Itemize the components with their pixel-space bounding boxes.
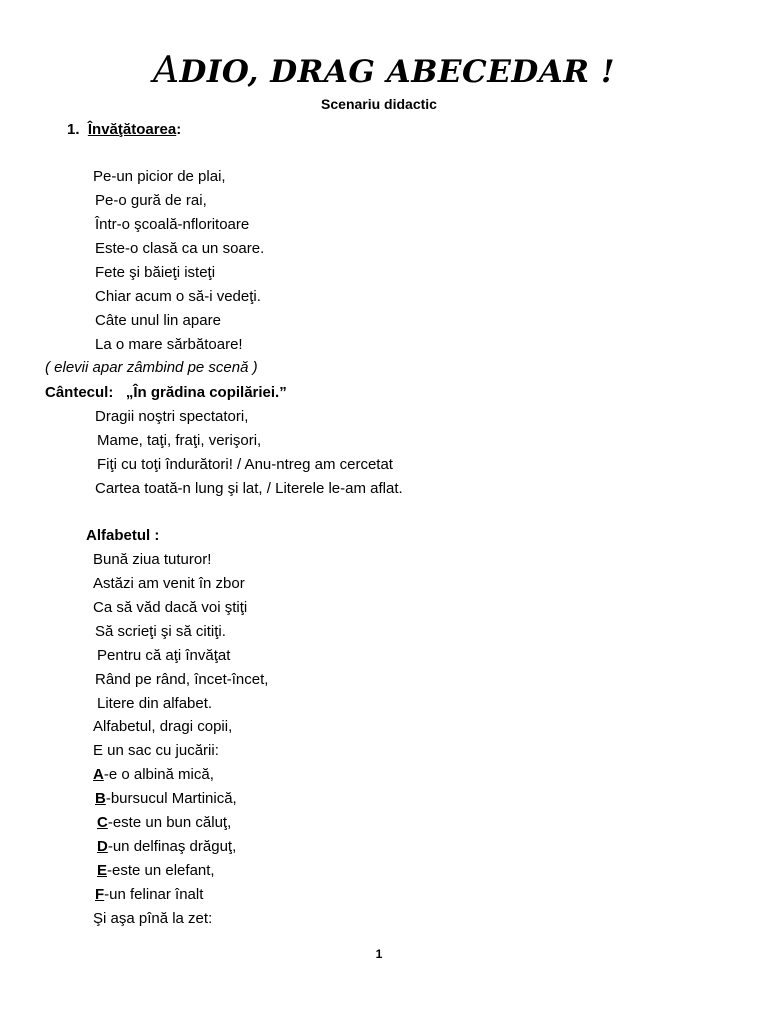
role-colon: : bbox=[176, 121, 182, 138]
poem-line: Pe-un picior de plai, bbox=[93, 168, 226, 185]
alfabet-line: Alfabetul, dragi copii, bbox=[93, 718, 233, 735]
alfabet-line: Ca să văd dacă voi ştiţi bbox=[93, 599, 248, 616]
letter-line bbox=[97, 813, 231, 833]
poem-line: Fete şi băieţi isteţi bbox=[95, 264, 216, 281]
letter-text: -e o albină mică, bbox=[103, 766, 214, 783]
poem-line: Este-o clasă ca un soare. bbox=[95, 240, 265, 257]
letter-line bbox=[95, 885, 203, 905]
letter-text: -bursucul Martinică, bbox=[105, 790, 237, 807]
letter-key: E bbox=[97, 862, 108, 879]
song-line: Dragii noştri spectatori, bbox=[95, 408, 249, 425]
letter-key: D bbox=[97, 838, 108, 855]
alfabet-line: Litere din alfabet. bbox=[97, 695, 213, 712]
alfabet-line: Bună ziua tuturor! bbox=[93, 551, 212, 568]
letter-line bbox=[97, 861, 215, 881]
letter-line bbox=[97, 837, 236, 857]
alfabet-heading: Alfabetul : bbox=[86, 527, 160, 544]
page-title bbox=[0, 50, 768, 91]
alfabet-line: Astăzi am venit în zbor bbox=[93, 575, 245, 592]
alfabet-line: Să scrieţi şi să citiţi. bbox=[95, 623, 226, 640]
letter-text: -este un bun căluţ, bbox=[107, 814, 232, 831]
song-line: Cartea toată-n lung şi lat, / Literele le-am aflat. bbox=[95, 480, 403, 497]
letter-key: A bbox=[93, 766, 104, 783]
poem-line: La o mare sărbătoare! bbox=[95, 336, 243, 353]
section-heading bbox=[67, 120, 181, 140]
stage-direction: ( elevii apar zâmbind pe scenă ) bbox=[45, 359, 258, 376]
page-number: 1 bbox=[375, 947, 383, 961]
letter-line bbox=[93, 765, 214, 785]
role-name: Învăţătoarea bbox=[87, 121, 177, 138]
alfabet-line: E un sac cu jucării: bbox=[93, 742, 219, 759]
alfabet-line: Rând pe rând, încet-încet, bbox=[95, 671, 269, 688]
song-line: Fiţi cu toţi îndurători! / Anu-ntreg am cercetat bbox=[97, 456, 393, 473]
section-number: 1. bbox=[67, 121, 80, 138]
poem-line: Într-o şcoală-nfloritoare bbox=[95, 216, 250, 233]
song-label: Cântecul: bbox=[45, 384, 114, 401]
subtitle: Scenariu didactic bbox=[321, 96, 437, 112]
song-line: Mame, taţi, fraţi, verişori, bbox=[97, 432, 262, 449]
poem-line: Pe-o gură de rai, bbox=[95, 192, 207, 209]
poem-line: Câte unul lin apare bbox=[95, 312, 221, 329]
song-heading bbox=[45, 383, 287, 403]
title-initial: A bbox=[153, 50, 180, 91]
letter-text: -un felinar înalt bbox=[104, 886, 204, 903]
title-rest: DIO, DRAG ABECEDAR ! bbox=[179, 54, 615, 90]
poem-line: Chiar acum o să-i vedeţi. bbox=[95, 288, 261, 305]
alfabet-line: Pentru că aţi învăţat bbox=[97, 647, 231, 664]
letter-key: B bbox=[95, 790, 106, 807]
letter-line bbox=[95, 789, 237, 809]
letter-text: -un delfinaş drăguţ, bbox=[107, 838, 237, 855]
song-title: „În grădina copilăriei.” bbox=[125, 384, 287, 401]
letter-key: F bbox=[95, 886, 105, 903]
letter-key: C bbox=[97, 814, 108, 831]
closing-line: Şi aşa pînă la zet: bbox=[93, 910, 213, 927]
letter-text: -este un elefant, bbox=[107, 862, 215, 879]
